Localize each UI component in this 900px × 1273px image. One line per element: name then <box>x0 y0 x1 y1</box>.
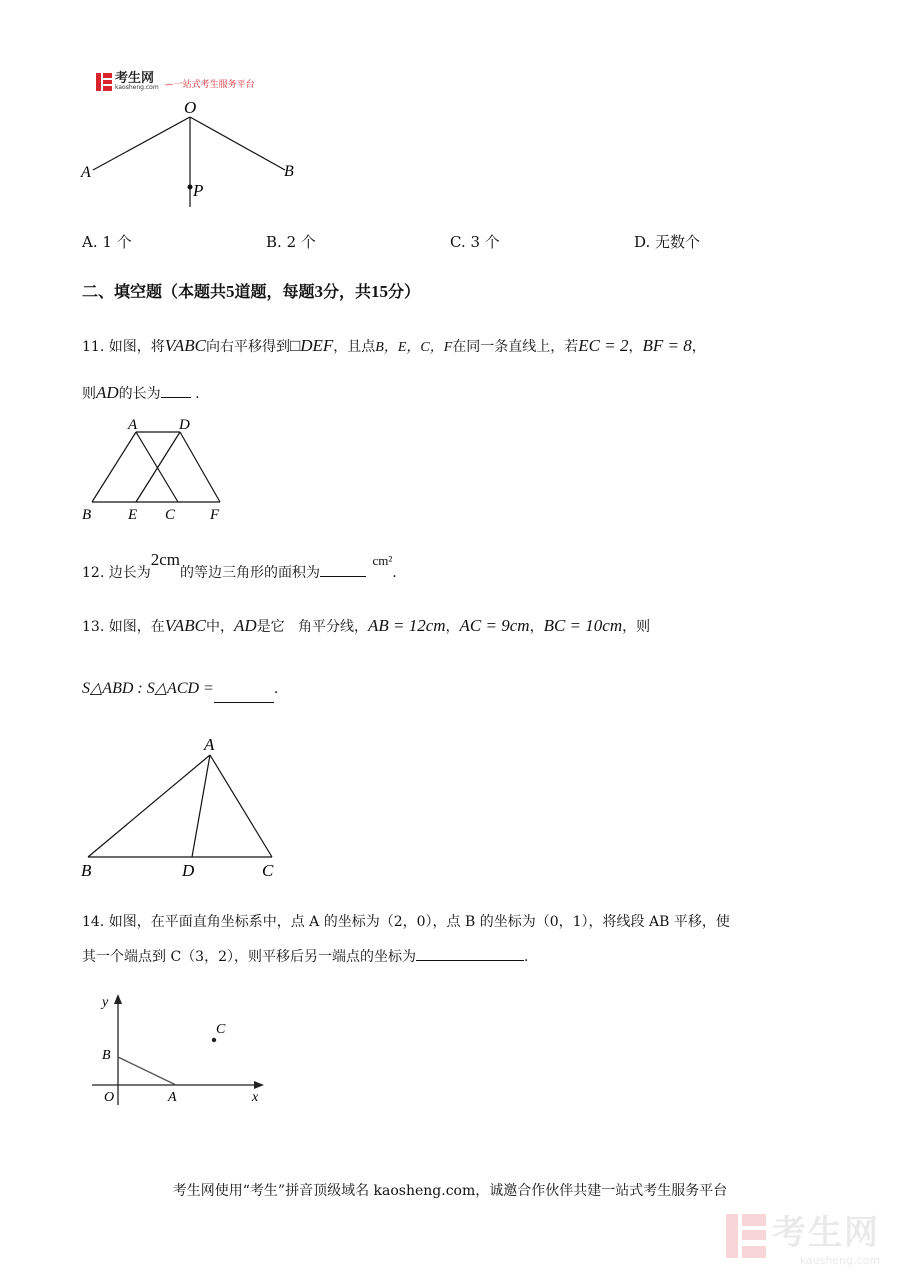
watermark-domain: kaosheng.com <box>799 1254 880 1267</box>
logo-domain: kaosheng.com <box>115 84 159 91</box>
label-d: D <box>179 417 190 433</box>
label-e: E <box>128 507 138 523</box>
label-b: B <box>284 163 294 180</box>
label-d: D <box>182 861 195 880</box>
axis-label-y: y <box>102 995 109 1010</box>
logo-slogan: —一站式考生服务平台 <box>164 80 255 90</box>
label-a: A <box>204 735 215 754</box>
label-o: O <box>104 1090 115 1105</box>
label-b: B <box>102 1048 111 1063</box>
axis-label-x: x <box>252 1090 259 1105</box>
section-heading: 二、填空题（本题共5道题，每题3分，共15分） <box>82 282 421 301</box>
option-a: A. 1 个 <box>82 233 132 251</box>
translation-figure <box>78 414 238 526</box>
label-a: A <box>128 417 138 433</box>
question-11-line1: 11. 如图，将VABC向右平移得到□DEF，且点B，E，C，F在同一条直线上，若EC = 2，BF = 8， <box>82 336 706 355</box>
question-13-line1: 13. 如图，在VABC中，AD是它 角平分线，AB = 12cm，AC = 9cm，BC = 10cm，则 <box>82 616 651 635</box>
watermark-logo <box>726 1205 880 1267</box>
option-c: C. 3 个 <box>450 233 500 251</box>
logo-name: 考生网 <box>115 71 155 86</box>
bisector-figure <box>76 733 286 883</box>
question-13-line2: S△ABD : S△ACD = . <box>82 678 278 698</box>
question-14-line2: 其一个端点到 C（3，2），则平移后另一端点的坐标为 . <box>82 949 529 965</box>
label-c: C <box>262 861 274 880</box>
label-f: F <box>210 507 220 523</box>
label-b: B <box>82 507 92 523</box>
label-a: A <box>81 164 91 181</box>
coordinate-figure <box>90 990 280 1110</box>
option-d: D. 无数个 <box>634 233 701 251</box>
angle-figure <box>70 95 320 215</box>
question-14-line1: 14. 如图，在平面直角坐标系中，点 A 的坐标为（2，0），点 B 的坐标为（0，1），将线段 AB 平移，使 <box>82 914 730 930</box>
label-a: A <box>168 1090 177 1105</box>
footer-text: 考生网使用“考生”拼音顶级域名 kaosheng.com，诚邀合作伙伴共建一站式考生服务平台 <box>172 1183 728 1199</box>
question-12: 12. 边长为2cm的等边三角形的面积为 cm². <box>82 550 397 581</box>
header-logo <box>96 72 255 91</box>
label-o: O <box>184 98 197 117</box>
label-b: B <box>81 861 92 880</box>
watermark-icon <box>726 1214 766 1258</box>
option-b: B. 2 个 <box>266 233 316 251</box>
label-p: P <box>193 181 204 200</box>
label-c: C <box>165 507 176 523</box>
question-11-line2: 则AD的长为 . <box>82 383 200 402</box>
watermark-name: 考生网 <box>772 1213 880 1253</box>
label-c: C <box>216 1022 226 1037</box>
logo-icon <box>96 73 112 91</box>
slogan-text: 一站式考生服务平台 <box>173 80 255 90</box>
